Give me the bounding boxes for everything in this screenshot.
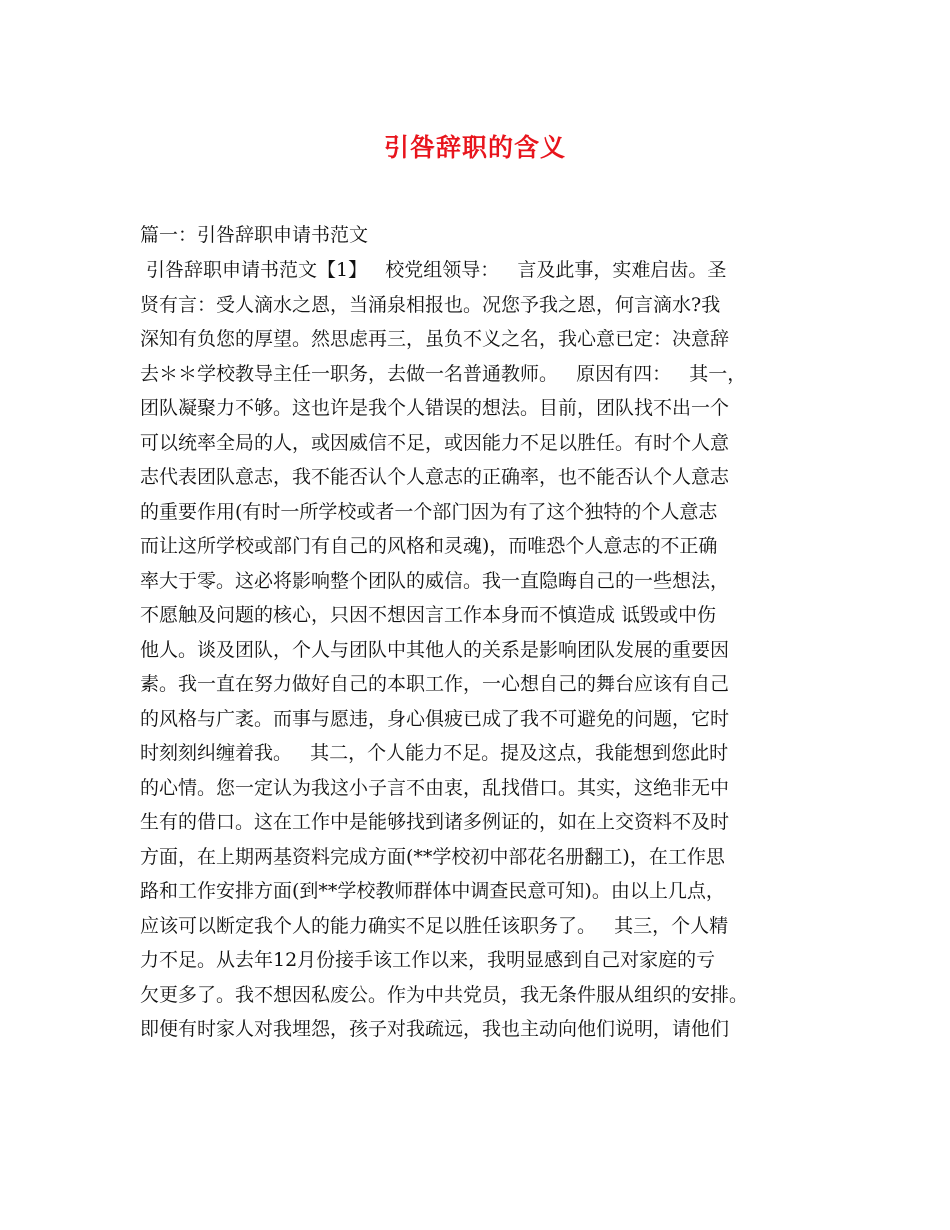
body-line: 的重要作用(有时一所学校或者一个部门因为有了这个独特的个人意志: [140, 500, 718, 523]
body-line: 力不足。从去年12月份接手该工作以来，我明显感到自己对家庭的亏: [140, 949, 716, 971]
section-heading: 篇一：引咎辞职申请书范文: [140, 224, 369, 246]
body-line: 不愿触及问题的核心，只因不想因言工作本身而不慎造成 诋毁或中伤: [140, 604, 717, 626]
body-line: 应该可以断定我个人的能力确实不足以胜任该职务了。 其三，个人精: [140, 914, 729, 937]
body-line: 时刻刻纠缠着我。 其二，个人能力不足。提及这点，我能想到您此时: [140, 742, 729, 764]
body-line: 生有的借口。这在工作中是能够找到诸多例证的，如在上交资料不及时: [140, 811, 730, 833]
body-line: 方面，在上期两基资料完成方面(**学校初中部花名册翻工)，在工作思: [140, 845, 725, 868]
body-line: 深知有负您的厚望。然思虑再三，虽负不义之名，我心意已定：决意辞: [140, 328, 730, 350]
body-line: 率大于零。这必将影响整个团队的威信。我一直隐晦自己的一些想法，: [140, 569, 730, 592]
body-line: 的风格与广袤。而事与愿违，身心俱疲已成了我不可避免的问题，它时: [140, 707, 730, 730]
body-line: 即便有时家人对我埋怨，孩子对我疏远，我也主动向他们说明，请他们: [140, 1018, 730, 1040]
body-line: 他人。谈及团队，个人与团队中其他人的关系是影响团队发展的重要因: [140, 638, 730, 661]
body-line: 可以统率全局的人，或因威信不足，或因能力不足以胜任。有时个人意: [140, 431, 730, 454]
body-line: 的心情。您一定认为我这小子言不由衷，乱找借口。其实，这绝非无中: [140, 776, 730, 799]
body-line: 而让这所学校或部门有自己的风格和灵魂)，而唯恐个人意志的不正确: [140, 535, 718, 557]
body-line: 路和工作安排方面(到**学校教师群体中调查民意可知)。由以上几点，: [140, 880, 725, 902]
body-line: 贤有言：受人滴水之恩，当涌泉相报也。况您予我之恩，何言滴水?我: [140, 293, 721, 316]
body-line: 引咎辞职申请书范文【1】 校党组领导： 言及此事，实难启齿。圣: [140, 259, 727, 281]
body-line: 欠更多了。我不想因私废公。作为中共党员，我无条件服从组织的安排。: [140, 983, 749, 1006]
body-line: 志代表团队意志，我不能否认个人意志的正确率，也不能否认个人意志: [140, 466, 730, 488]
document-body: [140, 253, 820, 1047]
body-line: 团队凝聚力不够。这也许是我个人错误的想法。目前，团队找不出一个: [140, 397, 730, 419]
document-title: 引咎辞职的含义: [383, 133, 566, 162]
body-line: 去＊＊学校教导主任一职务，去做一名普通教师。 原因有四： 其一，: [140, 362, 747, 385]
body-line: 素。我一直在努力做好自己的本职工作，一心想自己的舞台应该有自己: [140, 673, 730, 695]
